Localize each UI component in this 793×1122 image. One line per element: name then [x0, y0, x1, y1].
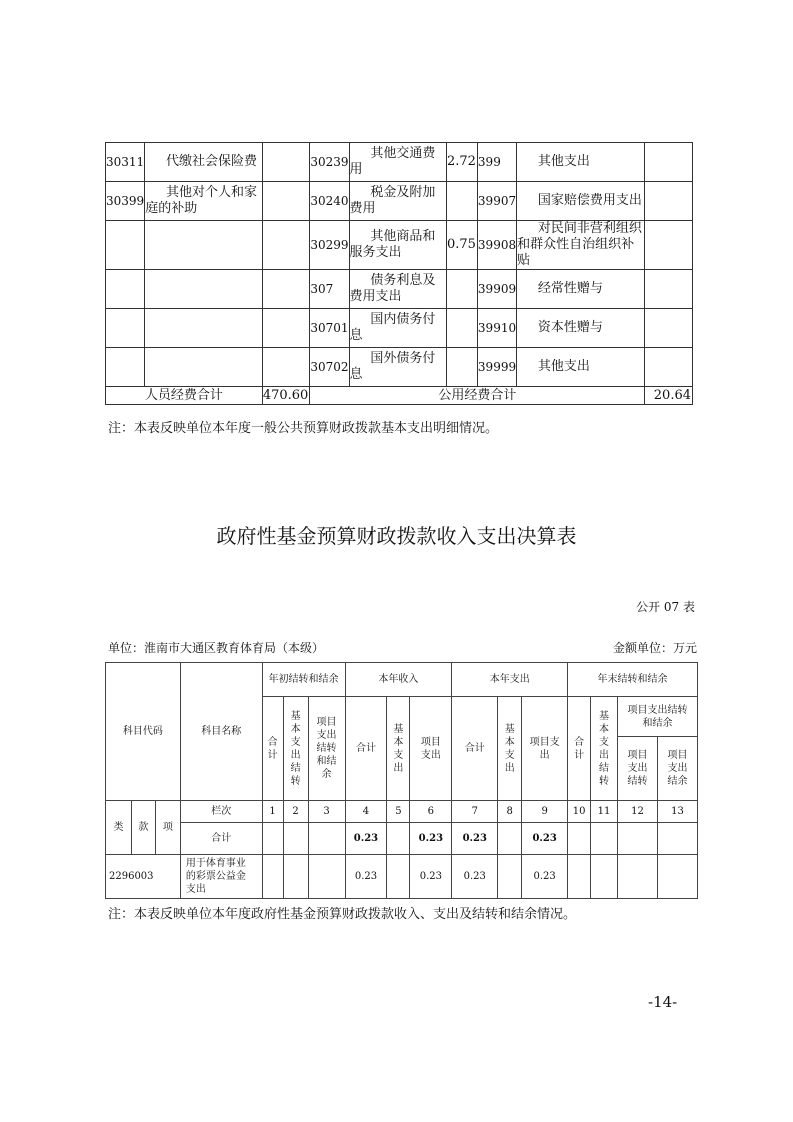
item-name: 税金及附加费用 — [349, 182, 446, 221]
header-lei: 类 — [106, 801, 132, 855]
item-value — [446, 309, 477, 348]
total-value: 0.23 — [410, 823, 452, 855]
column-number: 4 — [345, 801, 387, 823]
table-row — [106, 182, 693, 221]
item-value: 0.75 — [446, 221, 477, 270]
header-kuan: 款 — [131, 801, 155, 855]
column-number: 11 — [591, 801, 618, 823]
total-value — [498, 823, 522, 855]
total-value — [657, 823, 697, 855]
item-name: 资本性赠与 — [517, 309, 645, 348]
item-code: 30702 — [310, 348, 349, 387]
header-closing-balance: 年末结转和结余 — [568, 663, 698, 697]
header-basic-carry: 基本支出结转 — [283, 697, 308, 801]
column-number: 10 — [568, 801, 591, 823]
header-xiang: 项 — [155, 801, 180, 855]
column-number: 1 — [262, 801, 283, 823]
item-name: 国外债务付息 — [349, 348, 446, 387]
header-project-balance: 项目支出结余 — [657, 737, 697, 801]
total-value: 0.23 — [345, 823, 387, 855]
item-name — [145, 221, 263, 270]
item-value — [645, 309, 693, 348]
item-code: 30399 — [106, 182, 145, 221]
item-code: 39907 — [477, 182, 516, 221]
total-value: 0.23 — [452, 823, 498, 855]
header-basic: 基本支出 — [387, 697, 410, 801]
header-project: 项目支出 — [410, 697, 452, 801]
item-name: 用于体育事业的彩票公益金支出 — [180, 855, 262, 899]
item-code: 30240 — [310, 182, 349, 221]
item-value — [645, 221, 693, 270]
table-number: 公开 07 表 — [636, 600, 695, 614]
section-title: 政府性基金预算财政拨款收入支出决算表 — [216, 524, 577, 548]
table-note: 注：本表反映单位本年度一般公共预算财政拨款基本支出明细情况。 — [108, 421, 499, 436]
item-code: 399 — [477, 143, 516, 182]
total-value — [568, 823, 591, 855]
basic-expenditure-detail-table — [105, 142, 693, 405]
personnel-total-label: 人员经费合计 — [106, 387, 263, 405]
total-value: 0.23 — [522, 823, 568, 855]
item-name: 对民间非营利组织和群众性自治组织补贴 — [517, 221, 645, 270]
government-fund-table — [105, 662, 698, 899]
item-code — [106, 348, 145, 387]
column-number: 5 — [387, 801, 410, 823]
total-row — [106, 387, 693, 405]
header-basic: 基本支出 — [498, 697, 522, 801]
item-value — [308, 855, 345, 899]
item-code: 307 — [310, 270, 349, 309]
total-value — [591, 823, 618, 855]
item-name: 国家赔偿费用支出 — [517, 182, 645, 221]
item-value — [446, 182, 477, 221]
total-value — [262, 823, 283, 855]
public-total-label: 公用经费合计 — [310, 387, 645, 405]
table-row — [106, 348, 693, 387]
item-name: 代缴社会保险费 — [145, 143, 263, 182]
item-code: 30701 — [310, 309, 349, 348]
item-name: 其他支出 — [517, 348, 645, 387]
header-code: 科目代码 — [106, 663, 181, 801]
item-value — [262, 221, 310, 270]
item-value: 0.23 — [522, 855, 568, 899]
item-name: 其他支出 — [517, 143, 645, 182]
item-value — [262, 855, 283, 899]
column-number: 7 — [452, 801, 498, 823]
item-name: 债务利息及费用支出 — [349, 270, 446, 309]
item-value: 0.23 — [345, 855, 387, 899]
header-total: 合计 — [452, 697, 498, 801]
item-value — [262, 270, 310, 309]
personnel-total-value: 470.60 — [262, 387, 309, 403]
item-value — [618, 855, 658, 899]
item-value — [446, 270, 477, 309]
public-total-value: 20.64 — [645, 387, 693, 405]
item-name — [145, 348, 263, 387]
item-code: 30311 — [106, 143, 145, 182]
header-project: 项目支出 — [522, 697, 568, 801]
total-value — [618, 823, 658, 855]
item-value — [568, 855, 591, 899]
item-value — [262, 309, 310, 348]
item-name: 经常性赠与 — [517, 270, 645, 309]
column-number: 13 — [657, 801, 697, 823]
page-number: -14- — [648, 993, 678, 1011]
item-value — [591, 855, 618, 899]
column-number: 8 — [498, 801, 522, 823]
header-total: 合计 — [345, 697, 387, 801]
item-name: 其他对个人和家庭的补助 — [145, 182, 263, 221]
item-code: 39909 — [477, 270, 516, 309]
item-code: 30239 — [310, 143, 349, 182]
item-value: 0.23 — [452, 855, 498, 899]
item-value — [645, 143, 693, 182]
item-value — [645, 182, 693, 221]
item-code: 2296003 — [106, 855, 181, 899]
table-row — [106, 270, 693, 309]
header-opening-balance: 年初结转和结余 — [262, 663, 345, 697]
item-name: 其他交通费用 — [349, 143, 446, 182]
item-name — [145, 270, 263, 309]
header-heji: 合计 — [180, 823, 262, 855]
unit-label: 单位：淮南市大通区教育体育局（本级） — [108, 641, 325, 655]
item-value — [262, 348, 310, 387]
item-code: 39908 — [477, 221, 516, 270]
item-value — [387, 855, 410, 899]
money-unit-label: 金额单位：万元 — [612, 641, 697, 655]
header-basic-carry: 基本支出结转 — [591, 697, 618, 801]
table-row — [106, 143, 693, 182]
item-value: 2.72 — [446, 143, 477, 182]
total-value — [387, 823, 410, 855]
header-income: 本年收入 — [345, 663, 452, 697]
header-project-carry-balance: 项目支出结转和结余 — [308, 697, 345, 801]
table-row — [106, 221, 693, 270]
table-note: 注：本表反映单位本年度政府性基金预算财政拨款收入、支出及结转和结余情况。 — [108, 907, 577, 922]
item-code — [106, 309, 145, 348]
total-value — [283, 823, 308, 855]
total-value — [308, 823, 345, 855]
item-value — [446, 348, 477, 387]
item-name: 其他商品和服务支出 — [349, 221, 446, 270]
item-code — [106, 270, 145, 309]
item-code: 39910 — [477, 309, 516, 348]
column-number: 6 — [410, 801, 452, 823]
header-project-group: 项目支出结转和结余 — [618, 697, 698, 737]
header-project-carry: 项目支出结转 — [618, 737, 658, 801]
header-name: 科目名称 — [180, 663, 262, 801]
header-lanci: 栏次 — [180, 801, 262, 823]
column-number: 9 — [522, 801, 568, 823]
item-value — [262, 143, 310, 182]
item-code: 39999 — [477, 348, 516, 387]
item-value — [645, 348, 693, 387]
column-number: 2 — [283, 801, 308, 823]
table-row — [106, 309, 693, 348]
column-number: 3 — [308, 801, 345, 823]
item-value — [498, 855, 522, 899]
item-value — [283, 855, 308, 899]
item-value — [262, 182, 310, 221]
item-name: 国内债务付息 — [349, 309, 446, 348]
table-row — [106, 855, 698, 899]
header-expenditure: 本年支出 — [452, 663, 568, 697]
item-value: 0.23 — [410, 855, 452, 899]
item-code: 30299 — [310, 221, 349, 270]
header-total: 合计 — [262, 697, 283, 801]
header-total: 合计 — [568, 697, 591, 801]
item-value — [645, 270, 693, 309]
item-name — [145, 309, 263, 348]
item-code — [106, 221, 145, 270]
item-value — [657, 855, 697, 899]
column-number: 12 — [618, 801, 658, 823]
